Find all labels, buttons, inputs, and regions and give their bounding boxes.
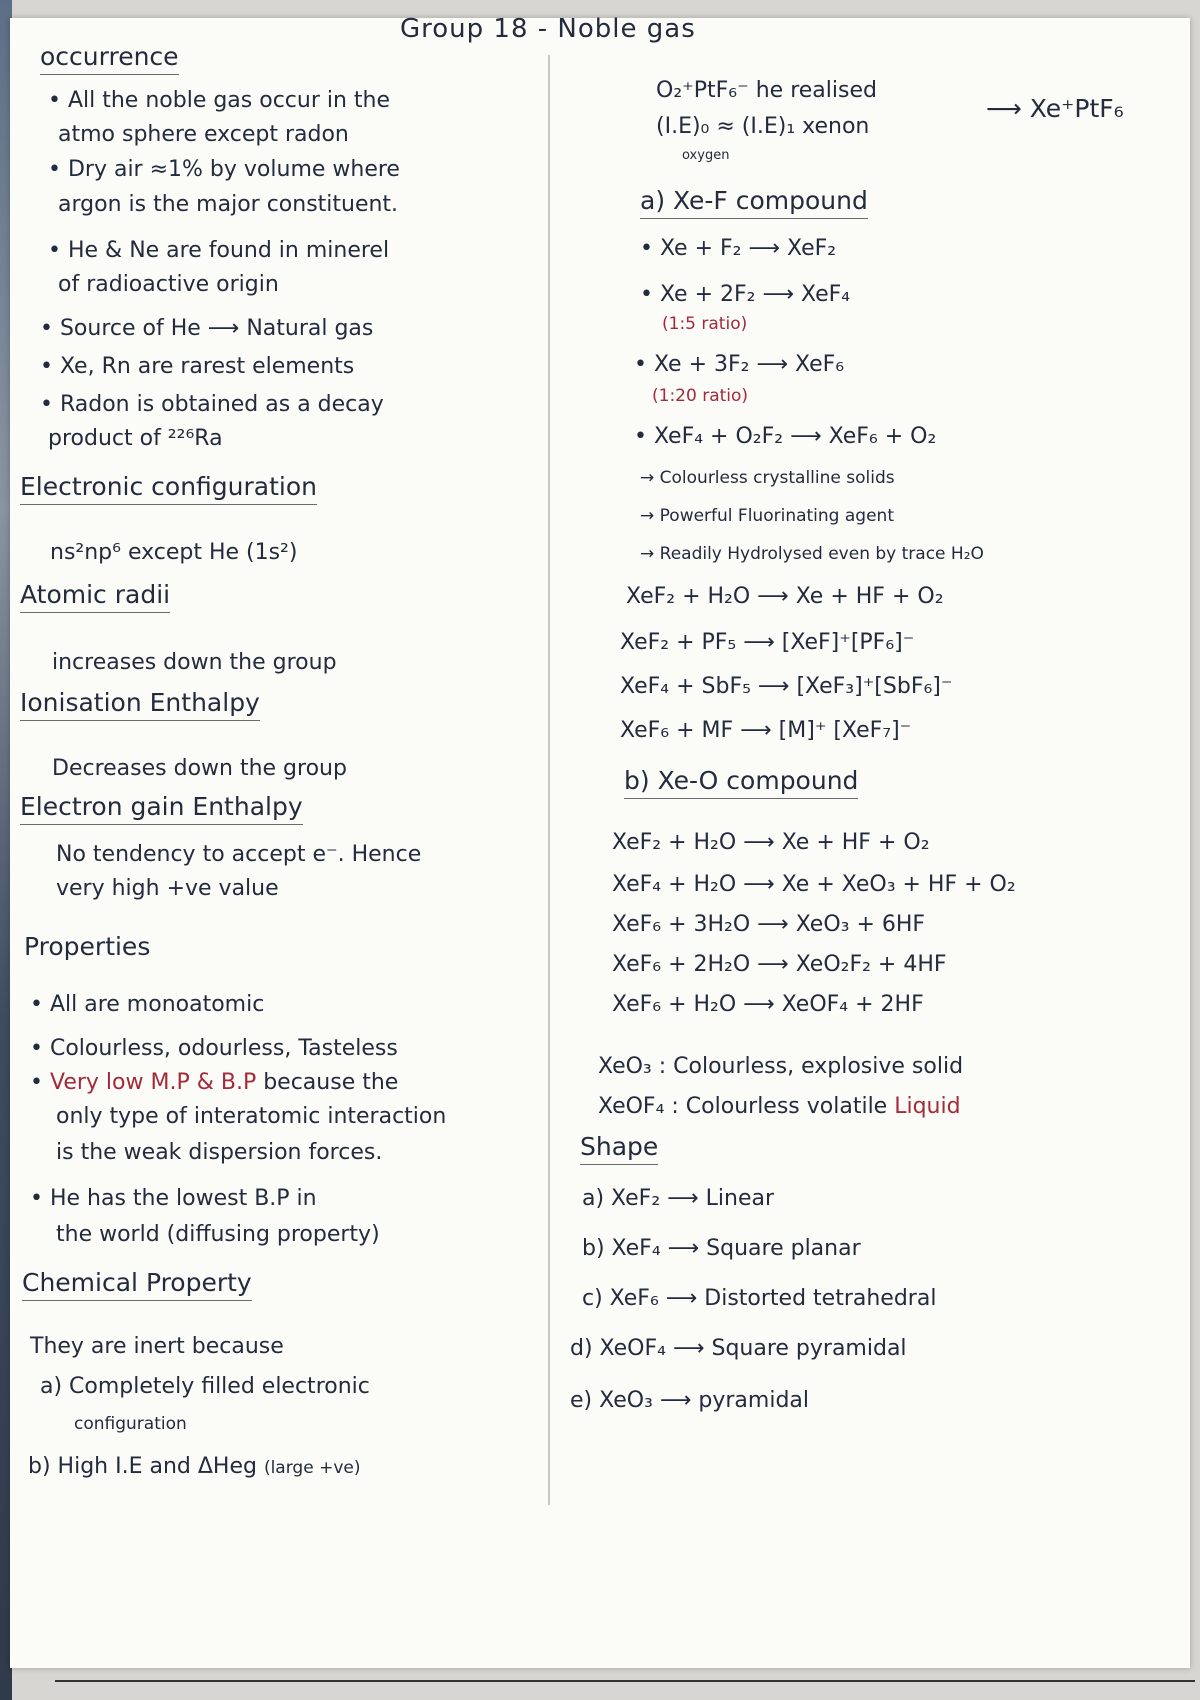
property-item: • Very low M.P & B.P because the [30,1070,399,1095]
xe-f-equation: XeF₂ + H₂O ⟶ Xe + HF + O₂ [626,584,944,609]
xe-o-equation: XeF₆ + 3H₂O ⟶ XeO₃ + 6HF [612,912,926,937]
xe-o-equation: XeF₆ + 2H₂O ⟶ XeO₂F₂ + 4HF [612,952,947,977]
xe-pt-product: ⟶ Xe⁺PtF₆ [986,94,1124,123]
atomic-radii-heading: Atomic radii [20,580,170,613]
xe-f-property: → Powerful Fluorinating agent [640,506,894,526]
property-item: is the weak dispersion forces. [56,1140,383,1165]
xe-o-heading: b) Xe-O compound [624,766,858,799]
chemical-intro: They are inert because [30,1334,284,1359]
occurrence-point: • All the noble gas occur in the [48,88,391,113]
occurrence-point: • Radon is obtained as a decay [40,392,384,417]
property-item: • He has the lowest B.P in [30,1186,317,1211]
ratio-note: (1:20 ratio) [652,386,749,406]
occurrence-point: • Xe, Rn are rarest elements [40,354,355,379]
right-top-line: O₂⁺PtF₆⁻ he realised [656,78,877,103]
xe-f-equation: XeF₆ + MF ⟶ [M]⁺ [XeF₇]⁻ [620,718,912,743]
xe-o-equation: XeF₆ + H₂O ⟶ XeOF₄ + 2HF [612,992,924,1017]
property-item: the world (diffusing property) [56,1222,380,1247]
chemical-point: configuration [74,1414,187,1434]
xe-f-heading: a) Xe-F compound [640,186,868,219]
xe-o-equation: XeF₂ + H₂O ⟶ Xe + HF + O₂ [612,830,930,855]
xe-f-equation: XeF₂ + PF₅ ⟶ [XeF]⁺[PF₆]⁻ [620,630,915,655]
ratio-note: (1:5 ratio) [662,314,748,334]
right-top-line: (I.E)₀ ≈ (I.E)₁ xenon [656,114,870,139]
oxygen-label: oxygen [682,148,730,163]
chemical-point: a) Completely filled electronic [40,1374,370,1399]
occurrence-point: • Source of He ⟶ Natural gas [40,316,374,341]
chemical-point-text: b) High I.E and ΔHeg [28,1454,257,1479]
xe-o-note-highlight: Liquid [887,1094,961,1119]
ionisation-heading: Ionisation Enthalpy [20,688,260,721]
shape-item: a) XeF₂ ⟶ Linear [582,1186,775,1211]
property-item: only type of interatomic interaction [56,1104,447,1129]
xe-f-reaction: • Xe + F₂ ⟶ XeF₂ [640,236,837,261]
electron-gain-line: very high +ve value [56,876,279,901]
occurrence-point: • He & Ne are found in minerel [48,238,390,263]
occurrence-point: atmo sphere except radon [58,122,349,147]
electron-gain-line: No tendency to accept e⁻. Hence [56,842,422,867]
xe-f-reaction: • Xe + 2F₂ ⟶ XeF₄ [640,282,851,307]
page-title: Group 18 - Noble gas [400,14,696,44]
xe-f-equation: XeF₄ + SbF₅ ⟶ [XeF₃]⁺[SbF₆]⁻ [620,674,953,699]
xe-f-reaction: • Xe + 3F₂ ⟶ XeF₆ [634,352,845,377]
shape-heading: Shape [580,1132,658,1165]
chemical-property-heading: Chemical Property [22,1268,252,1301]
xe-f-property: → Readily Hydrolysed even by trace H₂O [640,544,984,564]
shape-item: d) XeOF₄ ⟶ Square pyramidal [570,1336,907,1361]
shape-item: e) XeO₃ ⟶ pyramidal [570,1388,810,1413]
electronic-config-heading: Electronic configuration [20,472,317,505]
xe-o-note: XeO₃ : Colourless, explosive solid [598,1054,964,1079]
electronic-config-text: ns²np⁶ except He (1s²) [50,540,298,565]
electron-gain-heading: Electron gain Enthalpy [20,792,303,825]
xe-o-equation: XeF₄ + H₂O ⟶ Xe + XeO₃ + HF + O₂ [612,872,1016,897]
ionisation-text: Decreases down the group [52,756,347,781]
chemical-point [28,1454,360,1479]
properties-heading: Properties [24,932,151,961]
occurrence-point: of radioactive origin [58,272,279,297]
xe-o-note [598,1094,961,1119]
page-bottom-line [55,1680,1195,1682]
property-item: • All are monoatomic [30,992,265,1017]
occurrence-point: product of ²²⁶Ra [48,426,223,451]
property-item-rest: because the [256,1070,399,1095]
occurrence-point: argon is the major constituent. [58,192,399,217]
xe-o-note-text: XeOF₄ : Colourless volatile [598,1094,888,1119]
shape-item: b) XeF₄ ⟶ Square planar [582,1236,861,1261]
atomic-radii-text: increases down the group [52,650,337,675]
shape-item: c) XeF₆ ⟶ Distorted tetrahedral [582,1286,937,1311]
xe-f-reaction: • XeF₄ + O₂F₂ ⟶ XeF₆ + O₂ [634,424,937,449]
property-item: • Colourless, odourless, Tasteless [30,1036,398,1061]
chemical-point-note: (large +ve) [263,1458,361,1478]
occurrence-heading: occurrence [40,42,179,75]
column-divider [548,55,550,1505]
occurrence-point: • Dry air ≈1% by volume where [48,157,400,182]
xe-f-property: → Colourless crystalline solids [640,468,895,488]
property-highlight: Very low M.P & B.P [49,1070,257,1095]
